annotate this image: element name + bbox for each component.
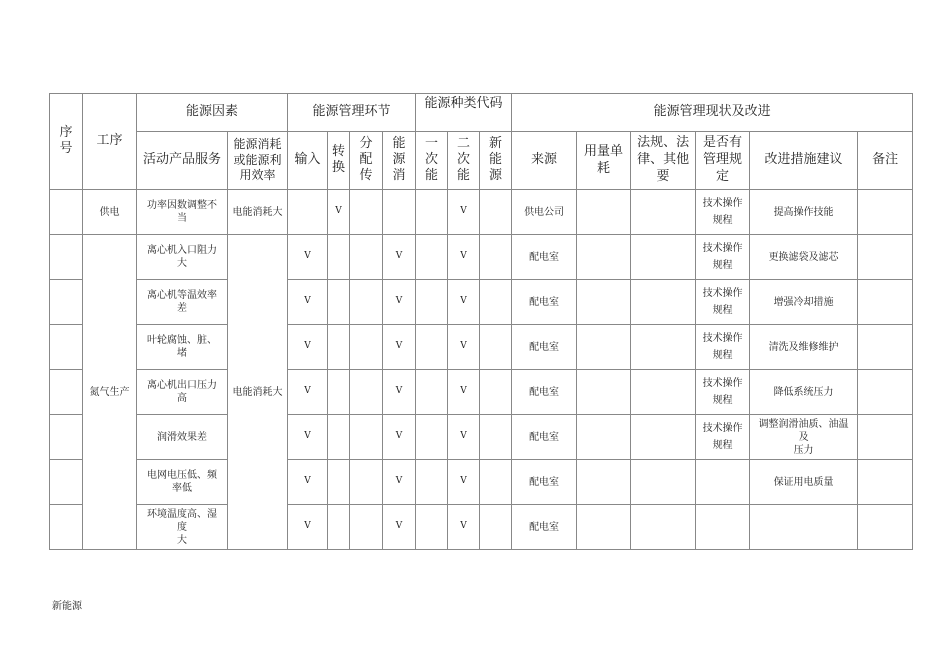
regulations-cell <box>631 190 696 235</box>
energy-consume-cell: V <box>383 415 416 460</box>
activity-cell: 离心机入口阻力大 <box>137 235 228 280</box>
footnote: 新能源 <box>52 601 82 612</box>
secondary-cell: V <box>448 190 480 235</box>
input-cell: V <box>288 505 328 550</box>
new-energy-cell <box>480 325 512 370</box>
convert-cell <box>328 415 350 460</box>
table-row <box>50 505 913 550</box>
new-energy-cell <box>480 505 512 550</box>
input-cell: V <box>288 235 328 280</box>
energy-consume-cell: V <box>383 460 416 505</box>
energy-consume-cell: V <box>383 235 416 280</box>
remark-cell <box>858 370 913 415</box>
has-rules-cell: 技术操作规程 <box>696 280 750 325</box>
seq-cell <box>50 325 83 370</box>
activity-cell: 电网电压低、频率低 <box>137 460 228 505</box>
unit-usage-cell <box>577 460 631 505</box>
suggestion-cell: 保证用电质量 <box>750 460 858 505</box>
new-energy-cell <box>480 190 512 235</box>
input-cell <box>288 190 328 235</box>
unit-usage-cell <box>577 190 631 235</box>
header-new-energy: 新能源 <box>480 132 512 190</box>
distribute-cell <box>350 190 383 235</box>
header-secondary: 二次能 <box>448 132 480 190</box>
process-cell: 供电 <box>83 190 137 235</box>
distribute-cell <box>350 415 383 460</box>
suggestion-cell: 清洗及维修维护 <box>750 325 858 370</box>
header-primary: 一次能 <box>416 132 448 190</box>
regulations-cell <box>631 415 696 460</box>
seq-cell <box>50 505 83 550</box>
source-cell: 配电室 <box>512 280 577 325</box>
secondary-cell: V <box>448 370 480 415</box>
seq-cell <box>50 370 83 415</box>
unit-usage-cell <box>577 505 631 550</box>
secondary-cell: V <box>448 460 480 505</box>
activity-cell: 环境温度高、湿度 大 <box>137 505 228 550</box>
new-energy-cell <box>480 235 512 280</box>
activity-cell: 功率因数调整不当 <box>137 190 228 235</box>
new-energy-cell <box>480 460 512 505</box>
activity-cell: 离心机出口压力高 <box>137 370 228 415</box>
energy-consume-cell <box>383 190 416 235</box>
has-rules-cell: 技术操作规程 <box>696 235 750 280</box>
header-input: 输入 <box>288 132 328 190</box>
primary-cell <box>416 190 448 235</box>
table-row <box>50 415 913 460</box>
activity-cell: 叶轮腐蚀、脏、堵 <box>137 325 228 370</box>
header-suggestion: 改进措施建议 <box>750 132 858 190</box>
has-rules-cell <box>696 460 750 505</box>
convert-cell <box>328 460 350 505</box>
unit-usage-cell <box>577 370 631 415</box>
energy-consume-cell: V <box>383 505 416 550</box>
source-cell: 供电公司 <box>512 190 577 235</box>
convert-cell <box>328 280 350 325</box>
has-rules-cell: 技术操作规程 <box>696 415 750 460</box>
header-activity: 活动产品服务 <box>137 132 228 190</box>
convert-cell <box>328 505 350 550</box>
input-cell: V <box>288 325 328 370</box>
table-row <box>50 460 913 505</box>
source-cell: 配电室 <box>512 505 577 550</box>
distribute-cell <box>350 325 383 370</box>
convert-cell <box>328 370 350 415</box>
remark-cell <box>858 460 913 505</box>
secondary-cell: V <box>448 505 480 550</box>
has-rules-cell: 技术操作规程 <box>696 325 750 370</box>
header-distribute: 分配传 <box>350 132 383 190</box>
seq-cell <box>50 280 83 325</box>
unit-usage-cell <box>577 415 631 460</box>
new-energy-cell <box>480 415 512 460</box>
energy-factor-table <box>49 93 913 550</box>
distribute-cell <box>350 460 383 505</box>
new-energy-cell <box>480 280 512 325</box>
source-cell: 配电室 <box>512 370 577 415</box>
unit-usage-cell <box>577 280 631 325</box>
header-source: 来源 <box>512 132 577 190</box>
remark-cell <box>858 415 913 460</box>
regulations-cell <box>631 460 696 505</box>
activity-cell: 离心机等温效率差 <box>137 280 228 325</box>
secondary-cell: V <box>448 415 480 460</box>
primary-cell <box>416 415 448 460</box>
remark-cell <box>858 325 913 370</box>
input-cell: V <box>288 460 328 505</box>
consumption-cell: 电能消耗大 <box>228 190 288 235</box>
header-energy-factors: 能源因素 <box>137 94 288 132</box>
primary-cell <box>416 280 448 325</box>
seq-cell <box>50 190 83 235</box>
unit-usage-cell <box>577 235 631 280</box>
primary-cell <box>416 325 448 370</box>
suggestion-cell: 增强冷却措施 <box>750 280 858 325</box>
convert-cell <box>328 325 350 370</box>
regulations-cell <box>631 325 696 370</box>
header-consumption: 能源消耗或能源利用效率 <box>228 132 288 190</box>
suggestion-cell: 调整润滑油质、油温及 压力 <box>750 415 858 460</box>
energy-consume-cell: V <box>383 370 416 415</box>
header-regulations: 法规、法律、其他要 <box>631 132 696 190</box>
suggestion-cell: 降低系统压力 <box>750 370 858 415</box>
seq-cell <box>50 415 83 460</box>
regulations-cell <box>631 280 696 325</box>
primary-cell <box>416 370 448 415</box>
distribute-cell <box>350 505 383 550</box>
header-mgmt-links: 能源管理环节 <box>288 94 416 132</box>
header-unit-usage: 用量单耗 <box>577 132 631 190</box>
convert-cell <box>328 235 350 280</box>
new-energy-cell <box>480 370 512 415</box>
input-cell: V <box>288 415 328 460</box>
input-cell: V <box>288 370 328 415</box>
process-cell: 氮气生产 <box>83 235 137 550</box>
suggestion-cell <box>750 505 858 550</box>
header-energy-type-code: 能源种类代码 <box>416 94 512 132</box>
activity-cell: 润滑效果差 <box>137 415 228 460</box>
source-cell: 配电室 <box>512 325 577 370</box>
primary-cell <box>416 235 448 280</box>
energy-consume-cell: V <box>383 280 416 325</box>
header-convert: 转换 <box>328 132 350 190</box>
header-process: 工序 <box>83 94 137 190</box>
regulations-cell <box>631 235 696 280</box>
distribute-cell <box>350 280 383 325</box>
regulations-cell <box>631 505 696 550</box>
table-row <box>50 235 913 280</box>
secondary-cell: V <box>448 325 480 370</box>
source-cell: 配电室 <box>512 460 577 505</box>
distribute-cell <box>350 235 383 280</box>
suggestion-cell: 提高操作技能 <box>750 190 858 235</box>
convert-cell: V <box>328 190 350 235</box>
primary-cell <box>416 505 448 550</box>
energy-consume-cell: V <box>383 325 416 370</box>
consumption-cell: 电能消耗大 <box>228 235 288 550</box>
has-rules-cell: 技术操作规程 <box>696 370 750 415</box>
source-cell: 配电室 <box>512 235 577 280</box>
header-seq: 序号 <box>50 94 83 190</box>
seq-cell <box>50 460 83 505</box>
source-cell: 配电室 <box>512 415 577 460</box>
suggestion-cell: 更换滤袋及滤芯 <box>750 235 858 280</box>
has-rules-cell: 技术操作规程 <box>696 190 750 235</box>
primary-cell <box>416 460 448 505</box>
unit-usage-cell <box>577 325 631 370</box>
header-remark: 备注 <box>858 132 913 190</box>
remark-cell <box>858 280 913 325</box>
header-energy-consume: 能源消 <box>383 132 416 190</box>
header-has-rules: 是否有管理规定 <box>696 132 750 190</box>
secondary-cell: V <box>448 235 480 280</box>
input-cell: V <box>288 280 328 325</box>
distribute-cell <box>350 370 383 415</box>
has-rules-cell <box>696 505 750 550</box>
table-row <box>50 280 913 325</box>
secondary-cell: V <box>448 280 480 325</box>
table-row <box>50 370 913 415</box>
table-row <box>50 325 913 370</box>
seq-cell <box>50 235 83 280</box>
remark-cell <box>858 190 913 235</box>
regulations-cell <box>631 370 696 415</box>
remark-cell <box>858 505 913 550</box>
table-row <box>50 190 913 235</box>
remark-cell <box>858 235 913 280</box>
header-status-improve: 能源管理现状及改进 <box>512 94 913 132</box>
